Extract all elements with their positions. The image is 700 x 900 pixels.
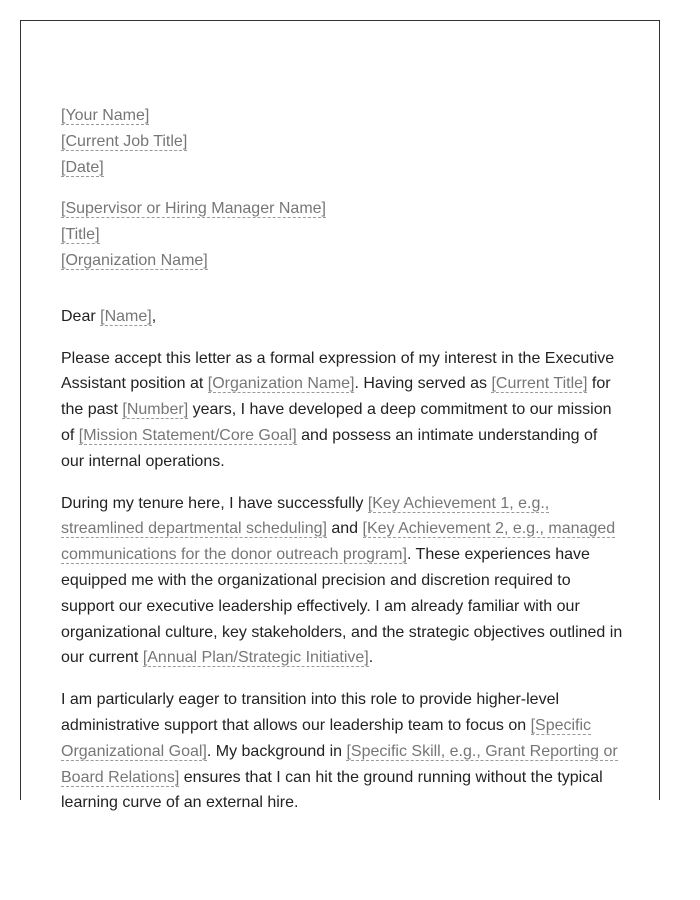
placeholder-organizational-goal[interactable]: [Specific Organizational Goal] [61, 716, 592, 760]
salutation-punct: , [151, 307, 157, 325]
placeholder-current-job-title[interactable]: [Current Job Title] [61, 132, 188, 150]
letter-content [61, 103, 623, 832]
recipient-line [61, 222, 623, 248]
paragraph-text: ensures that I can hit the ground running without the typical learning curve of an external hire. [61, 768, 603, 812]
paragraph-text: and [326, 520, 363, 538]
sender-block [61, 103, 623, 180]
placeholder-recipient-name[interactable]: [Supervisor or Hiring Manager Name] [61, 200, 326, 218]
placeholder-salutation-name[interactable]: [Name] [100, 307, 152, 325]
placeholder-your-name[interactable]: [Your Name] [61, 107, 150, 124]
placeholder-organization-name[interactable]: [Organization Name] [207, 375, 355, 393]
placeholder-number[interactable]: [Number] [122, 401, 189, 419]
placeholder-recipient-title[interactable]: [Title] [61, 226, 100, 244]
placeholder-specific-skill[interactable]: [Specific Skill, e.g., Grant Reporting or Board Relations] [61, 742, 618, 786]
letter-page [20, 20, 660, 812]
paragraph-text: I am particularly eager to transition into this role to provide higher-level administrative support that allows our leadership team to focus on [61, 691, 560, 734]
paragraph-text: . These experiences have equipped me with the organizational precision and discretion required to support our executive leadership effectively. I am already familiar with our organizational culture, key stakeholders, and the strategic objectives outlined in our current [61, 546, 623, 667]
paragraph-text: Please accept this letter as a formal expression of my interest in the Executive Assistant position at [61, 349, 615, 393]
paragraph-2 [61, 491, 623, 672]
placeholder-mission-statement[interactable]: [Mission Statement/Core Goal] [78, 426, 297, 444]
placeholder-key-achievement-2[interactable]: [Key Achievement 2, e.g., managed communications for the donor outreach program] [61, 520, 616, 564]
salutation-greeting: Dear [61, 307, 101, 325]
placeholder-key-achievement-1[interactable]: [Key Achievement 1, e.g., streamlined departmental scheduling] [61, 494, 550, 538]
paragraph-text: years, I have developed a deep commitment to our mission of [61, 401, 612, 444]
paragraph-1 [61, 346, 623, 475]
paragraph-3 [61, 687, 623, 816]
recipient-line [61, 196, 623, 222]
paragraph-text: . My background in [206, 742, 347, 760]
sender-line [61, 103, 623, 129]
placeholder-date[interactable]: [Date] [61, 158, 104, 176]
salutation [61, 304, 623, 330]
placeholder-organization-name[interactable]: [Organization Name] [61, 251, 208, 269]
recipient-line [61, 248, 623, 274]
sender-line [61, 129, 623, 155]
paragraph-text: During my tenure here, I have successfully [61, 494, 368, 512]
placeholder-current-title[interactable]: [Current Title] [491, 375, 588, 393]
sender-line [61, 155, 623, 181]
paragraph-text: . Having served as [354, 375, 492, 393]
paragraph-text: and possess an intimate understanding of our internal operations. [61, 426, 598, 470]
paragraph-text: . [368, 649, 374, 667]
recipient-block [61, 196, 623, 273]
placeholder-annual-plan[interactable]: [Annual Plan/Strategic Initiative] [142, 649, 369, 667]
paragraph-text: for the past [61, 375, 611, 419]
